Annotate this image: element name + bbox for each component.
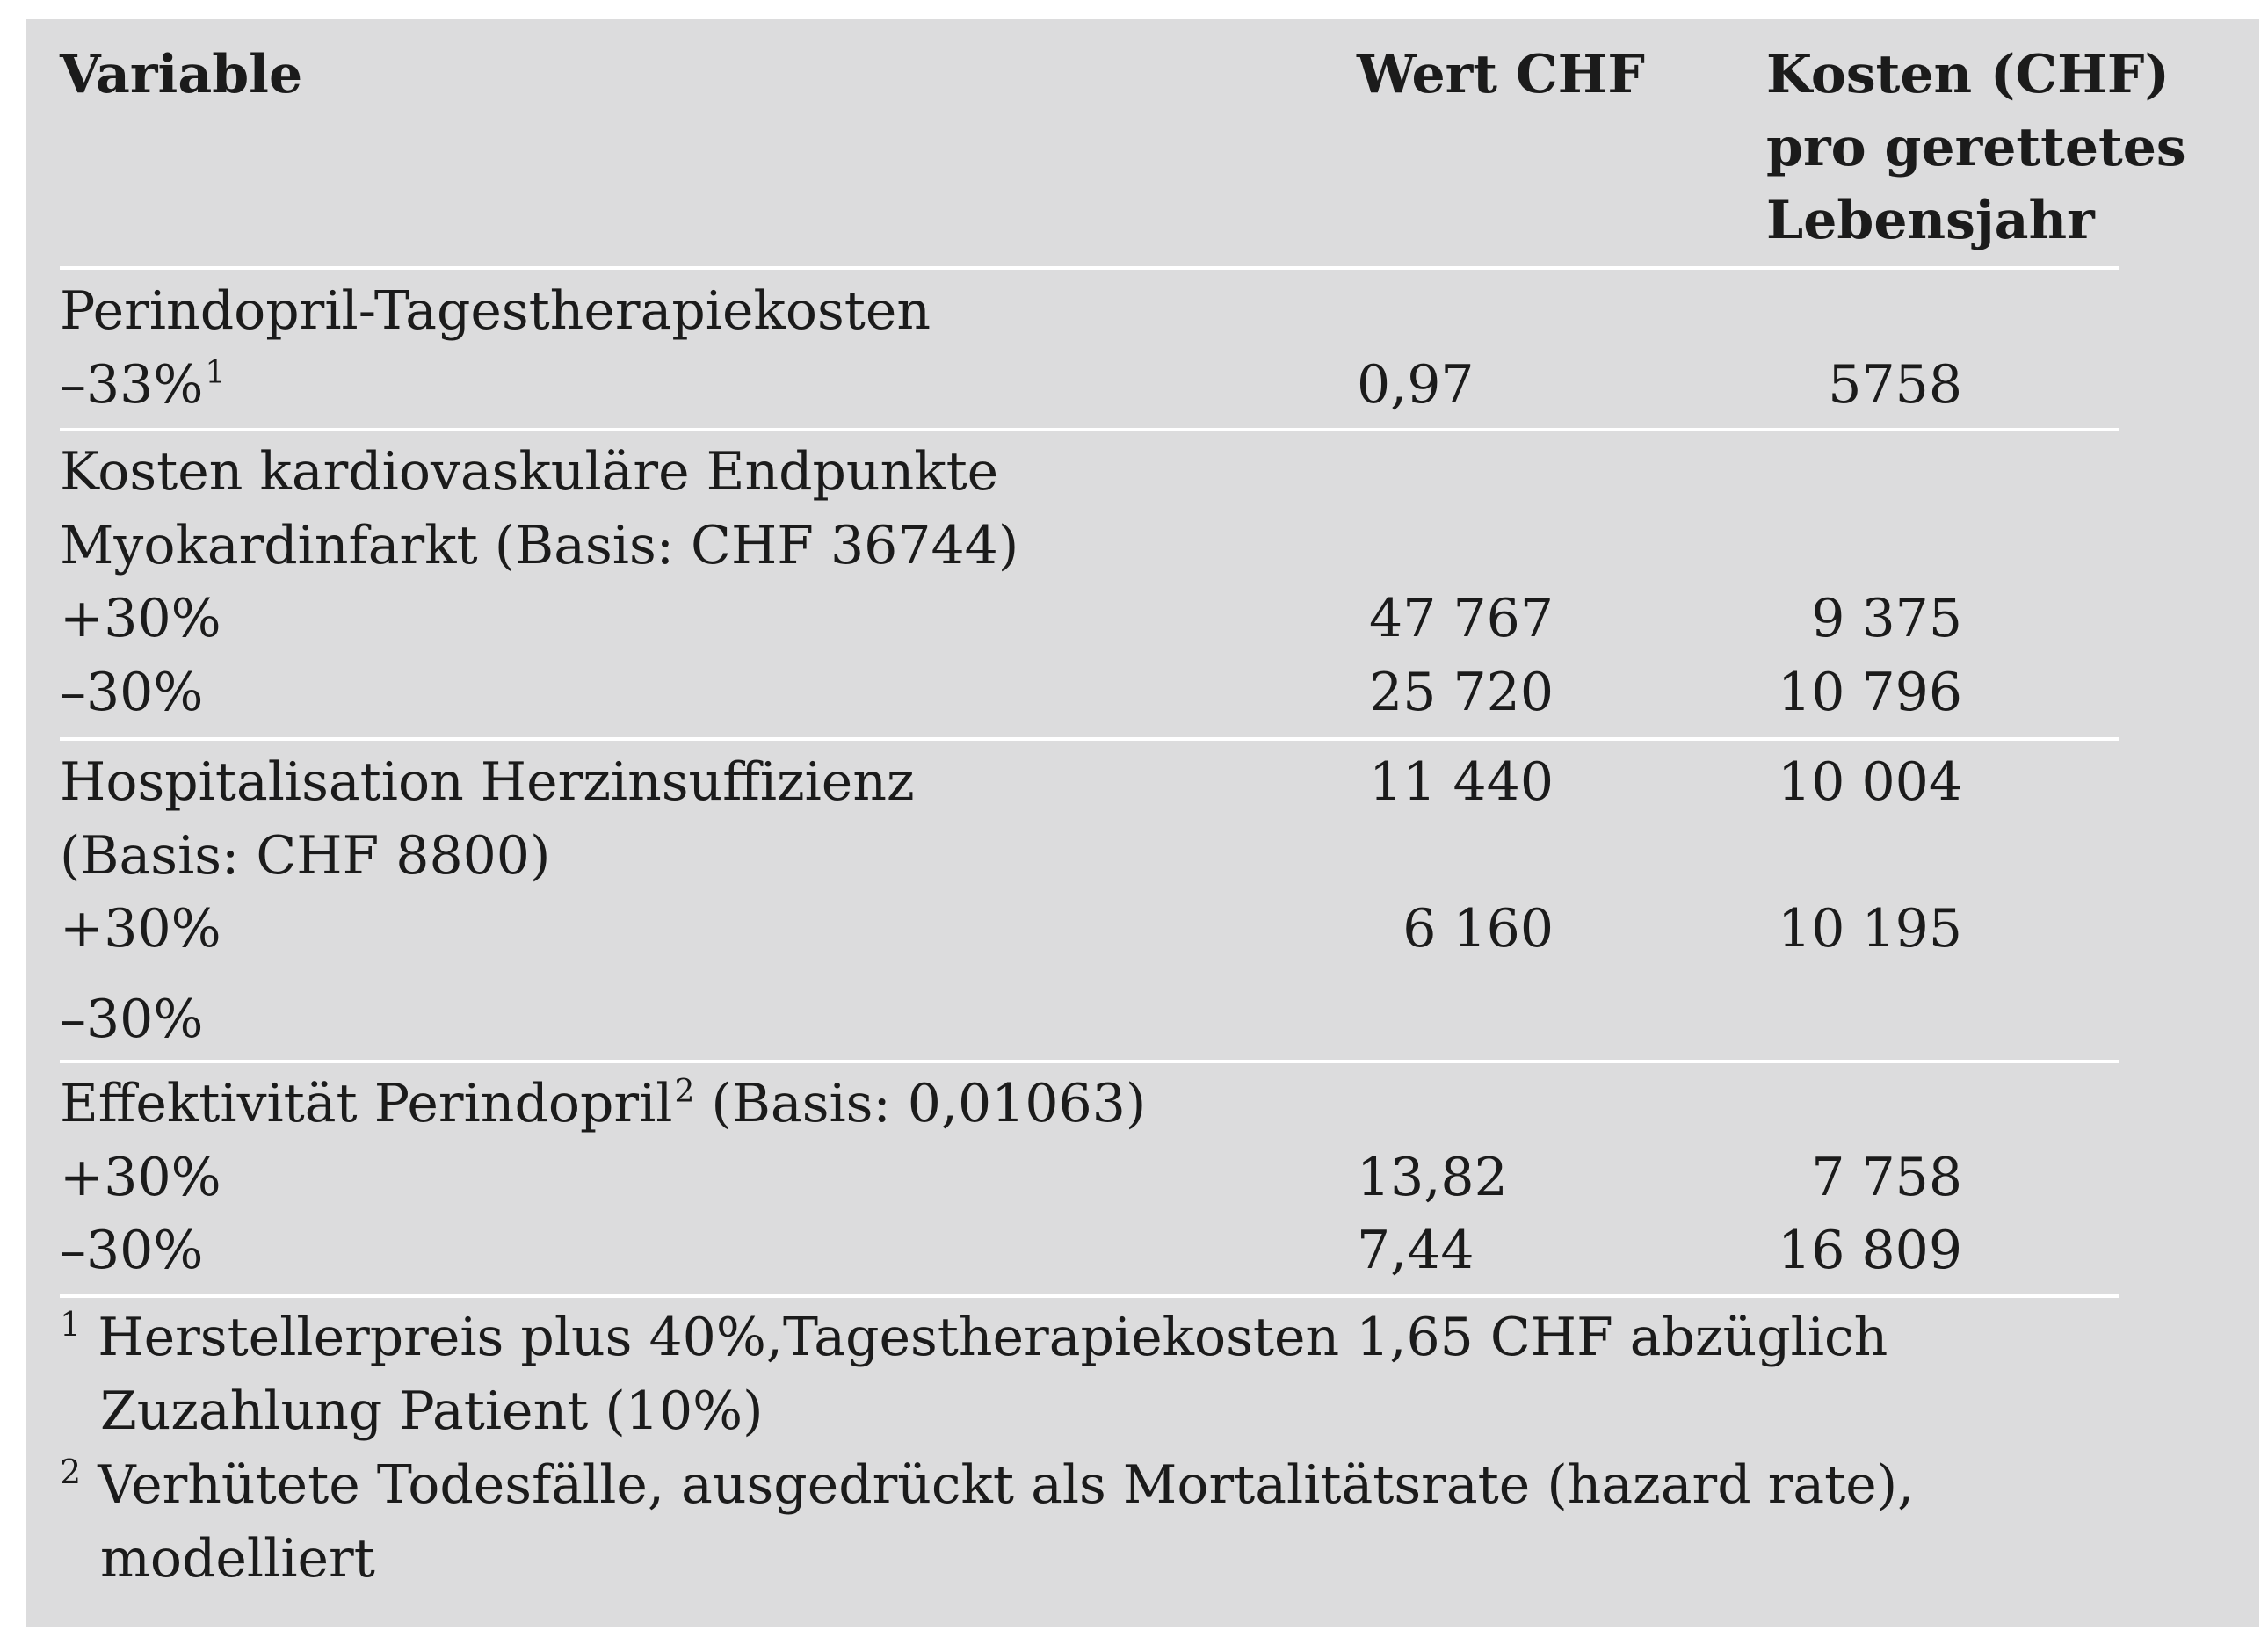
hosp-label-plus: +30% xyxy=(60,898,221,960)
effekt-row-plus-kosten: 7 758 xyxy=(1811,1147,1962,1208)
footnote-1-line1 xyxy=(60,1305,1888,1372)
kardio-row-minus-label: –30% xyxy=(60,662,204,723)
perindopril-tages-title: Perindopril-Tagestherapiekosten xyxy=(60,280,931,342)
perindopril-tages-kosten: 5758 xyxy=(1828,354,1962,416)
footnote-1-line2: Zuzahlung Patient (10%) xyxy=(100,1380,764,1442)
footnote-2-line2: modelliert xyxy=(100,1528,375,1590)
table-panel xyxy=(26,19,2259,1627)
perindopril-tages-wert: 0,97 xyxy=(1357,354,1475,416)
footnote-ref-1: 1 xyxy=(205,355,226,391)
perindopril-tages-row-label xyxy=(60,354,226,421)
kardio-row-plus-wert: 47 767 xyxy=(1369,588,1554,649)
footnote-1-text: Herstellerpreis plus 40%,Tagestherapiekosten 1,65 CHF abzüglich xyxy=(98,1307,1888,1368)
effekt-row-minus-label: –30% xyxy=(60,1220,204,1281)
header-variable: Variable xyxy=(60,44,303,105)
row-label-text: –33% xyxy=(60,354,204,416)
rule-1 xyxy=(60,428,2119,431)
header-wert: Wert CHF xyxy=(1357,44,1645,105)
effekt-row-plus-wert: 13,82 xyxy=(1357,1147,1508,1208)
kardio-row-minus-wert: 25 720 xyxy=(1369,662,1554,723)
footnote-1-mark: 1 xyxy=(60,1305,82,1344)
footnote-2-line1 xyxy=(60,1453,1915,1519)
hosp-kosten-1: 10 004 xyxy=(1778,751,1962,813)
rule-header xyxy=(60,266,2119,270)
effekt-title-suffix: (Basis: 0,01063) xyxy=(694,1073,1147,1134)
header-kosten-line3: Lebensjahr xyxy=(1766,190,2095,251)
kardio-title-line2: Myokardinfarkt (Basis: CHF 36744) xyxy=(60,515,1019,576)
hosp-wert-2: 6 160 xyxy=(1402,898,1554,960)
hosp-label-minus: –30% xyxy=(60,989,204,1050)
footnote-2-text: Verhütete Todesfälle, ausgedrückt als Mortalitätsrate (hazard rate), xyxy=(98,1454,1915,1516)
kardio-row-minus-kosten: 10 796 xyxy=(1778,662,1962,723)
kardio-row-plus-label: +30% xyxy=(60,588,221,649)
header-kosten-line1: Kosten (CHF) xyxy=(1766,44,2170,105)
rule-4 xyxy=(60,1294,2119,1298)
rule-3 xyxy=(60,1060,2119,1063)
hosp-title-line1: Hospitalisation Herzinsuffizienz xyxy=(60,751,915,813)
effekt-row-plus-label: +30% xyxy=(60,1147,221,1208)
header-kosten-line2: pro gerettetes xyxy=(1766,117,2186,178)
effekt-row-minus-kosten: 16 809 xyxy=(1778,1220,1962,1281)
kardio-row-plus-kosten: 9 375 xyxy=(1811,588,1962,649)
effekt-title xyxy=(60,1073,1147,1140)
effekt-row-minus-wert: 7,44 xyxy=(1357,1220,1475,1281)
effekt-title-prefix: Effektivität Perindopril xyxy=(60,1073,673,1134)
hosp-title-line2: (Basis: CHF 8800) xyxy=(60,825,551,887)
kardio-title-line1: Kosten kardiovaskuläre Endpunkte xyxy=(60,441,999,503)
hosp-wert-1: 11 440 xyxy=(1369,751,1554,813)
footnote-ref-2: 2 xyxy=(674,1074,695,1110)
footnote-2-mark: 2 xyxy=(60,1453,82,1491)
hosp-kosten-2: 10 195 xyxy=(1778,898,1962,960)
rule-2 xyxy=(60,737,2119,741)
